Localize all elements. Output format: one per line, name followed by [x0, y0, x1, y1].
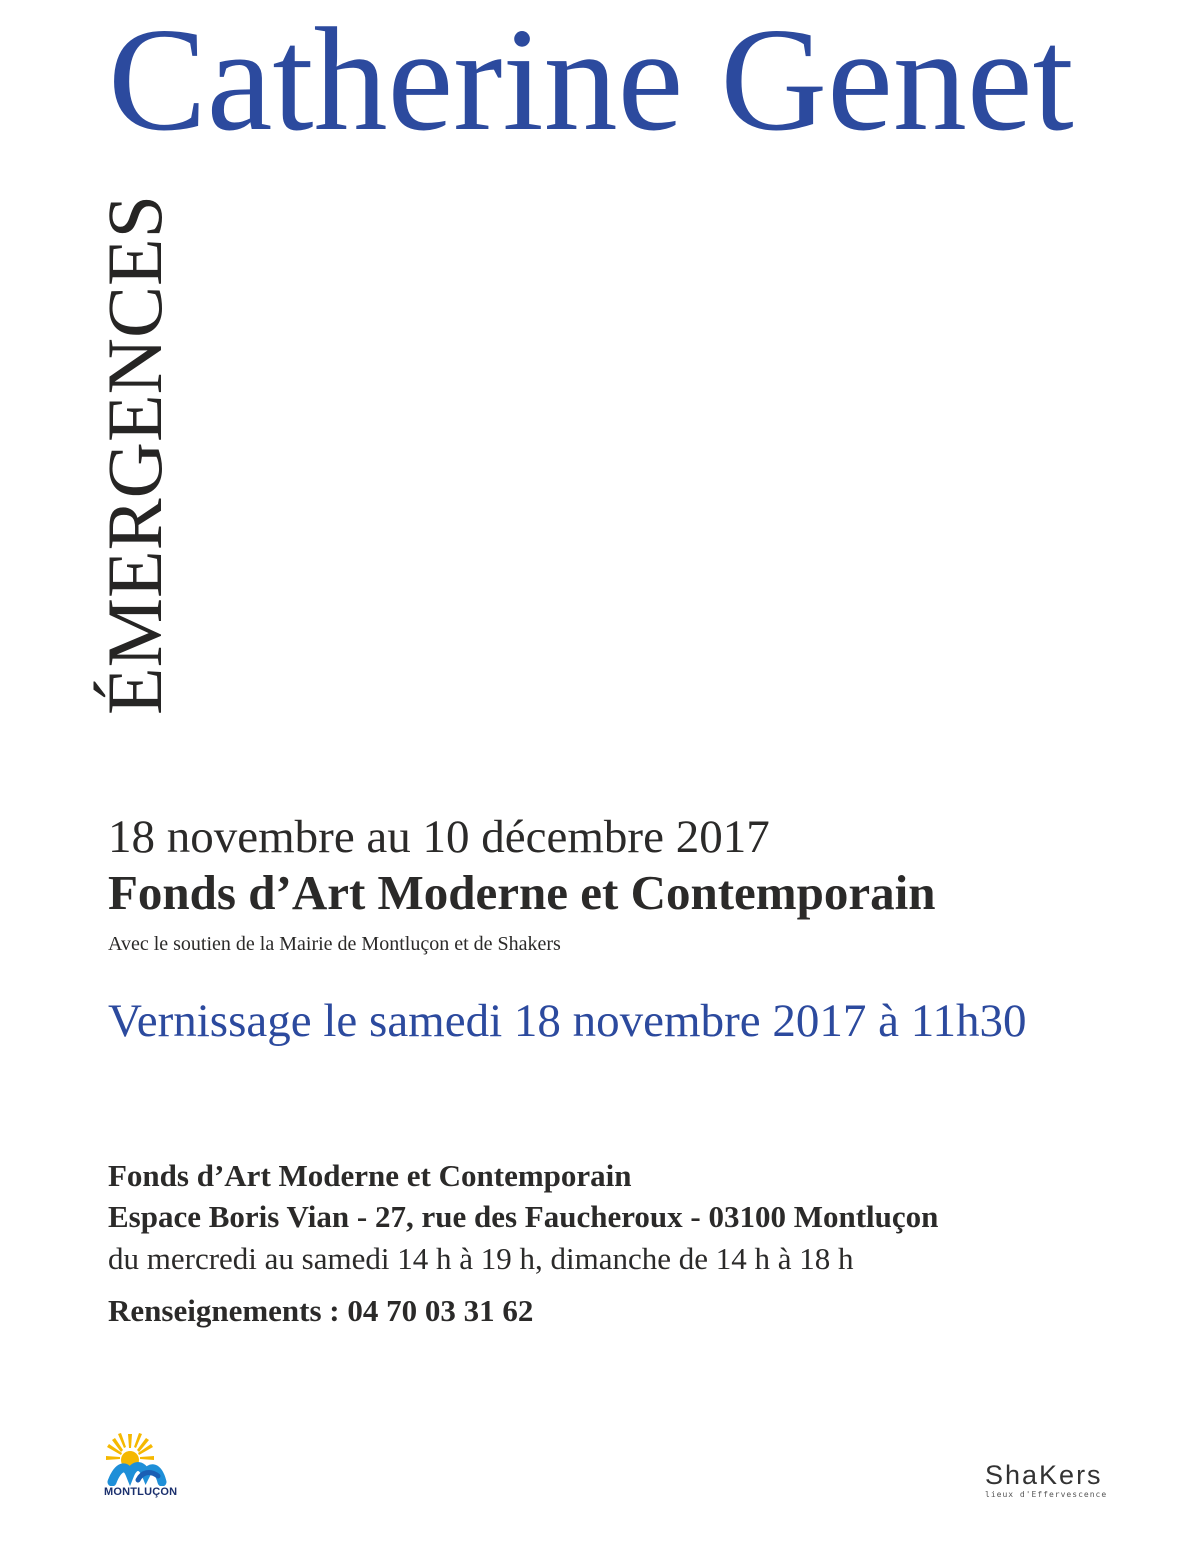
artist-name [108, 0, 1074, 162]
venue-heading: Fonds d’Art Moderne et Contemporain [108, 865, 936, 920]
shakers-wordmark: ShaKers [985, 1460, 1103, 1490]
opening-hours: du mercredi au samedi 14 h à 19 h, dimanche de 14 h à 18 h [108, 1241, 854, 1276]
address-block [108, 1160, 938, 1326]
vernissage-announcement: Vernissage le samedi 18 novembre 2017 à 11h30 [108, 995, 1027, 1047]
artist-first-name: Catherine [108, 0, 684, 162]
address-venue-name: Fonds d’Art Moderne et Contemporain [108, 1158, 632, 1193]
support-notice: Avec le soutien de la Mairie de Montluçon et de Shakers [108, 933, 561, 955]
series-title-container [91, 170, 178, 740]
montlucon-logo [104, 1430, 196, 1506]
information-phone: Renseignements : 04 70 03 31 62 [108, 1293, 534, 1328]
montlucon-logo-text: MONTLUÇON [104, 1486, 178, 1498]
shakers-logo [985, 1462, 1115, 1512]
exhibition-dates: 18 novembre au 10 décembre 2017 [108, 811, 770, 863]
series-title: ÉMERGENCES [91, 194, 178, 716]
sun-icon [104, 1430, 196, 1486]
shakers-tagline: lieux d'Effervescence [985, 1490, 1108, 1499]
address-street: Espace Boris Vian - 27, rue des Faucheroux - 03100 Montluçon [108, 1199, 939, 1234]
artist-last-name: Genet [720, 0, 1074, 162]
